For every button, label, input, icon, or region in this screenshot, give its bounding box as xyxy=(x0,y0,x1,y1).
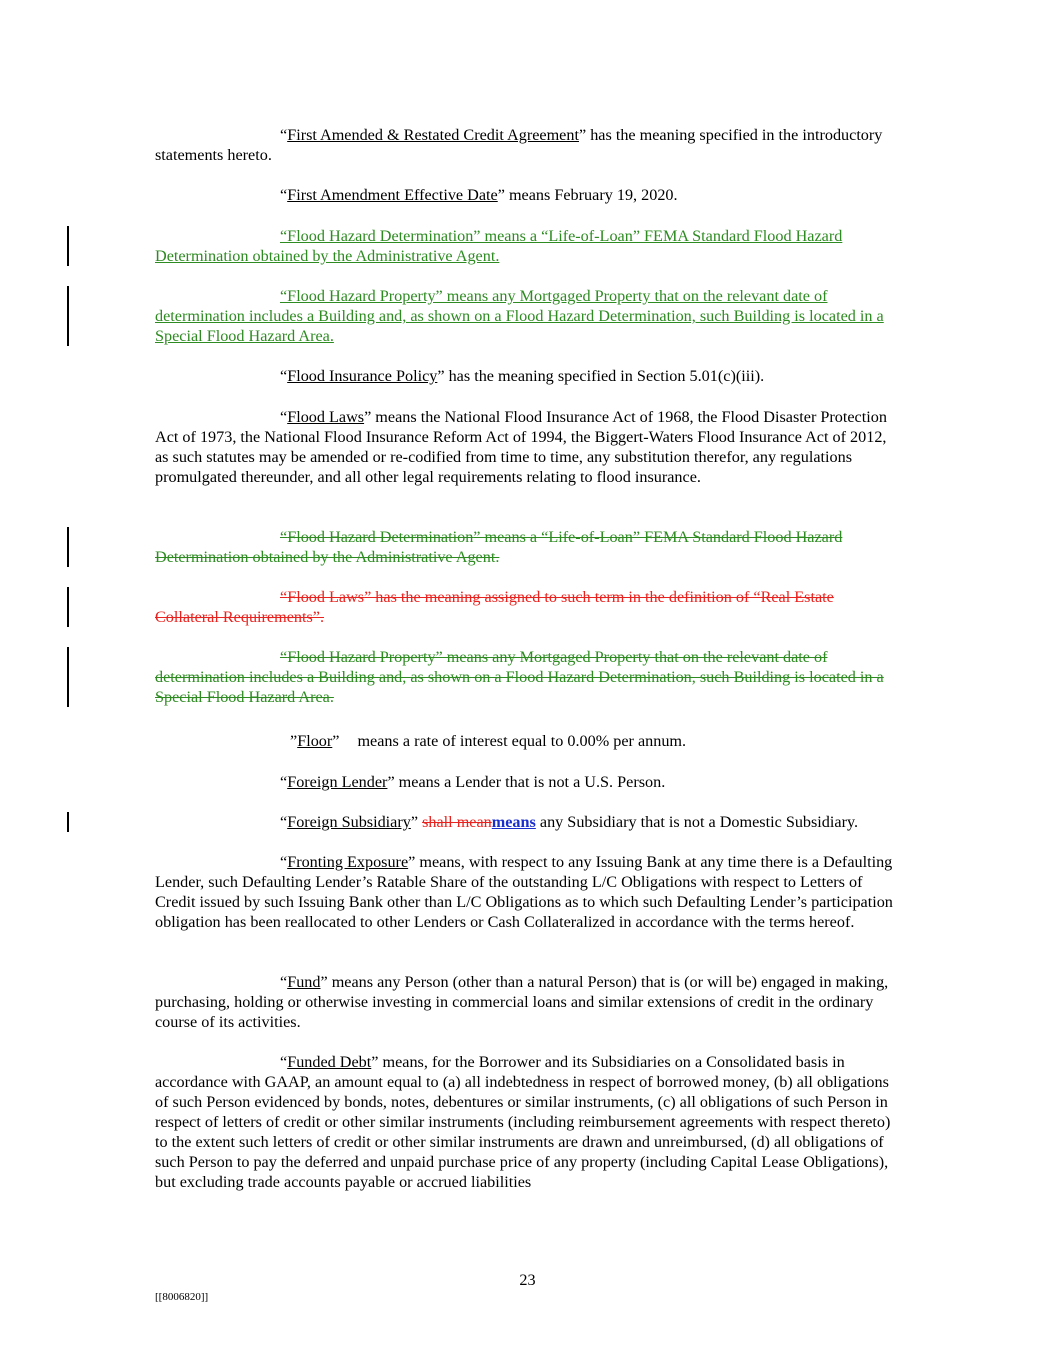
defined-term: Foreign Subsidiary xyxy=(287,813,411,831)
inserted-definition-paragraph xyxy=(155,286,900,346)
inserted-text: means xyxy=(491,813,536,831)
open-quote: “ xyxy=(280,126,288,144)
inserted-definition-paragraph xyxy=(155,226,900,266)
open-quote: “ xyxy=(280,853,288,871)
page-number: 23 xyxy=(519,1271,536,1289)
defined-term: First Amended & Restated Credit Agreement xyxy=(287,126,579,144)
defined-term: Fronting Exposure xyxy=(287,853,409,871)
deleted-definition-paragraph xyxy=(155,527,900,567)
open-quote: “ xyxy=(280,186,288,204)
deleted-term: Flood Hazard Determination xyxy=(287,528,474,546)
defined-term: Flood Insurance Policy xyxy=(287,367,438,385)
deleted-definition-paragraph xyxy=(155,587,900,627)
definition-paragraph xyxy=(155,812,900,832)
open-quote: “ xyxy=(280,973,288,991)
change-bar xyxy=(67,812,69,832)
defined-term: Floor xyxy=(297,732,333,750)
inserted-text: “Flood Hazard Property” means any Mortgaged Property that on the relevant date of determination includes a Building and, as shown on a Flood Hazard Determination, such Building is located in a Special Flood Hazard Area. xyxy=(155,287,884,345)
definition-text: ” means a Lender that is not a U.S. Person. xyxy=(387,773,666,791)
definition-text: ” means the National Flood Insurance Act of 1968, the Flood Disaster Protection Act of 1973, the National Flood Insurance Reform Act of 1994, the Biggert-Waters Flood Insurance Act of 2012, as such statutes may be amended or re-codified from time to time, any substitution therefor, any regulations promulgated thereunder, and all other legal requirements relating to flood insurance. xyxy=(155,408,887,486)
definition-paragraph xyxy=(155,972,900,1032)
open-quote: “ xyxy=(280,773,288,791)
definition-text: ” means any Person (other than a natural Person) that is (or will be) engaged in making, purchasing, holding or otherwise investing in commercial loans and similar extensions of credit in the ordinary course of its activities. xyxy=(155,973,889,1031)
deleted-term: Flood Laws xyxy=(287,588,365,606)
defined-term: Flood Laws xyxy=(287,408,365,426)
change-bar xyxy=(67,286,69,346)
open-quote: ” xyxy=(290,732,298,750)
deleted-text: ” means a “Life-of-Loan” FEMA Standard Flood Hazard Determination obtained by the Administrative Agent. xyxy=(155,528,843,566)
deleted-quote: “ xyxy=(280,588,288,606)
deleted-text: ” has the meaning assigned to such term in the definition of “Real Estate Collateral Requirements”. xyxy=(155,588,834,626)
defined-term: Funded Debt xyxy=(287,1053,372,1071)
definition-paragraph xyxy=(155,1052,900,1192)
definition-text: ” has the meaning specified in the introductory statements hereto. xyxy=(155,126,883,164)
change-bar xyxy=(67,587,69,627)
open-quote: “ xyxy=(280,408,288,426)
definition-paragraph xyxy=(155,772,900,792)
definition-paragraph xyxy=(155,731,900,751)
change-bar xyxy=(67,527,69,567)
document-id: [[8006820]] xyxy=(155,1291,209,1303)
defined-term: Fund xyxy=(287,973,321,991)
open-quote: “ xyxy=(280,1053,288,1071)
deleted-text: shall mean xyxy=(422,813,492,831)
close-quote: ” xyxy=(332,732,340,750)
definition-text: means a rate of interest equal to 0.00% per annum. xyxy=(357,732,687,750)
definition-paragraph xyxy=(155,366,900,386)
change-bar xyxy=(67,226,69,266)
deleted-quote: “ xyxy=(280,528,288,546)
close-quote: ” xyxy=(410,813,423,831)
definition-text: ” means, for the Borrower and its Subsidiaries on a Consolidated basis in accordance with GAAP, an amount equal to (a) all indebtedness in respect of borrowed money, (b) all obligations of such Person evidenced by bonds, notes, debentures or similar instruments, (c) all obligations of such Person in respect of letters of credit or other similar instruments (including reimbursement agreements with respect thereto) to the extent such letters of credit or other similar instruments are drawn and unreimbursed, (d) all obligations of such Person to pay the deferred and unpaid purchase price of any property (including Capital Lease Obligations), but excluding trade accounts payable or accrued liabilities xyxy=(155,1053,891,1191)
definition-paragraph xyxy=(155,407,900,487)
defined-term: First Amendment Effective Date xyxy=(287,186,498,204)
definition-text: ” means February 19, 2020. xyxy=(497,186,678,204)
inserted-text: “Flood Hazard Determination” means a “Life-of-Loan” FEMA Standard Flood Hazard Determination obtained by the Administrative Agent. xyxy=(155,227,843,265)
definition-paragraph xyxy=(155,185,900,205)
definition-text: ” means, with respect to any Issuing Bank at any time there is a Defaulting Lender, such Defaulting Lender’s Ratable Share of the outstanding L/C Obligations with respect to Letters of Credit issued by such Issuing Bank other than L/C Obligations as to which such Defaulting Lender’s participation obligation has been reallocated to other Lenders or Cash Collateralized in accordance with the terms hereof. xyxy=(155,853,893,931)
change-bar xyxy=(67,647,69,707)
open-quote: “ xyxy=(280,813,288,831)
definition-paragraph xyxy=(155,852,900,932)
definition-text: ” has the meaning specified in Section 5.01(c)(iii). xyxy=(437,367,765,385)
defined-term: Foreign Lender xyxy=(287,773,388,791)
definition-paragraph xyxy=(155,125,900,165)
deleted-quote: “ xyxy=(280,648,288,666)
deleted-definition-paragraph xyxy=(155,647,900,707)
deleted-term: Flood Hazard Property xyxy=(287,648,436,666)
deleted-text: ” means any Mortgaged Property that on the relevant date of determination includes a Building and, as shown on a Flood Hazard Determination, such Building is located in a Special Flood Hazard Area. xyxy=(155,648,884,706)
definition-text: any Subsidiary that is not a Domestic Subsidiary. xyxy=(535,813,859,831)
open-quote: “ xyxy=(280,367,288,385)
